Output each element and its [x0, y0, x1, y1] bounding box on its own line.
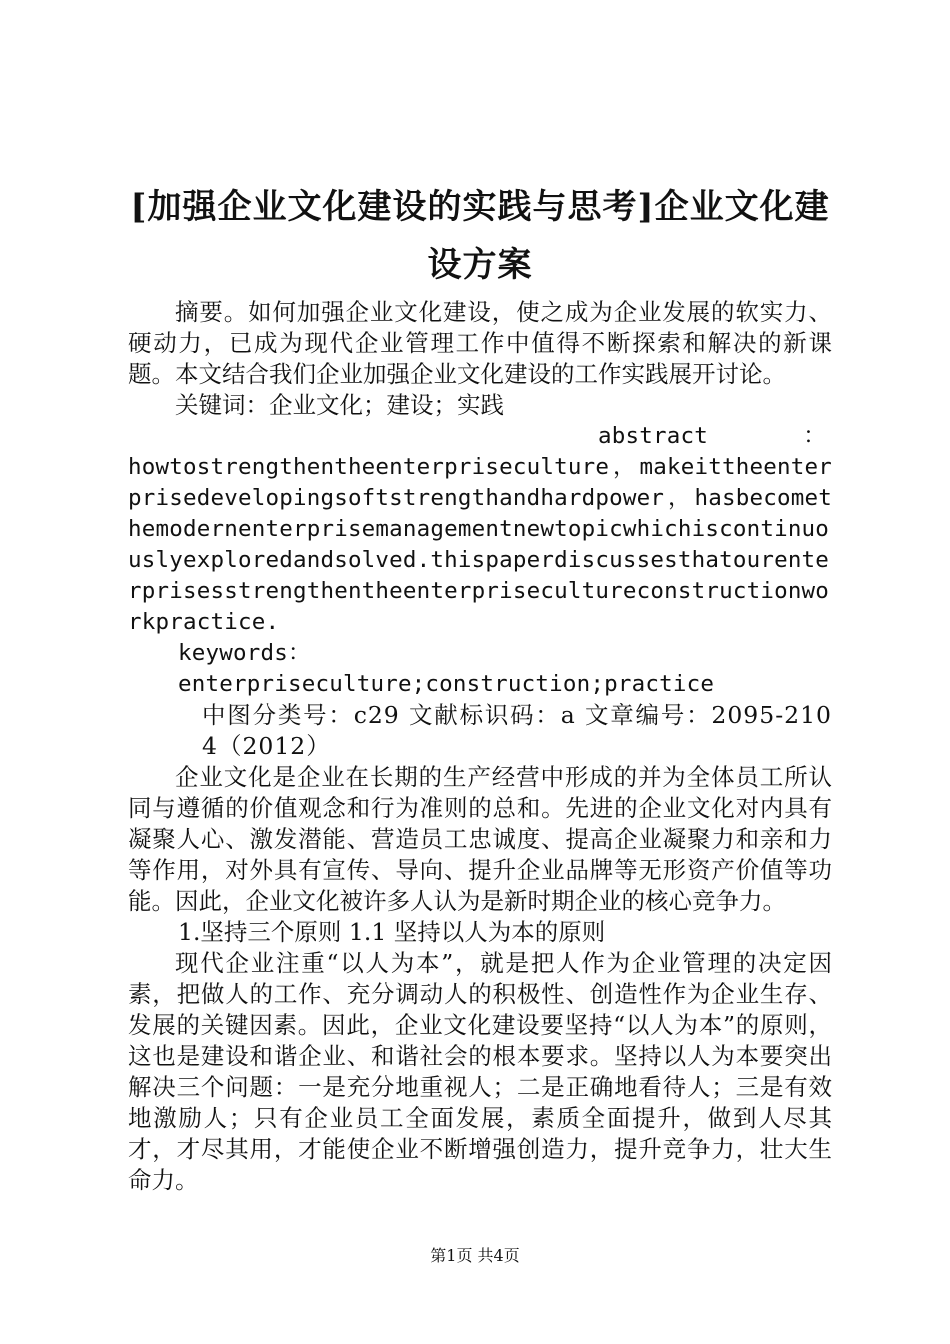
intro-paragraph: 企业文化是企业在长期的生产经营中形成的并为全体员工所认同与遵循的价值观念和行为准则的总和。先进的企业文化对内具有凝聚人心、激发潜能、营造员工忠诚度、提高企业凝聚力和亲和力等作用，对外具有宣传、导向、提升企业品牌等无形资产价值等功能。因此，企业文化被许多人认为是新时期企业的核心竞争力。	[128, 763, 832, 915]
abstract-en-colon: ：	[803, 423, 826, 449]
abstract-en-label-line	[128, 421, 832, 452]
abstract-cn-paragraph: 摘要。如何加强企业文化建设，使之成为企业发展的软实力、硬动力，已成为现代企业管理工作中值得不断探索和解决的新课题。本文结合我们企业加强企业文化建设的工作实践展开讨论。	[128, 298, 832, 388]
keywords-en-line: keywords：enterpriseculture;construction;practice	[178, 640, 715, 697]
classification-line: 中图分类号：c29 文献标识码：a 文章编号：2095-2104（2012）	[202, 701, 832, 760]
abstract-en-label: abstract	[598, 423, 708, 449]
page-footer: 第1页 共4页	[430, 1246, 520, 1265]
section-paragraph: 现代企业注重“以人为本”，就是把人作为企业管理的决定因素，把做人的工作、充分调动人的积极性、创造性作为企业生存、发展的关键因素。因此，企业文化建设要坚持“以人为本”的原则，这也是建设和谐企业、和谐社会的根本要求。坚持以人为本要突出解决三个问题：一是充分地重视人；二是正确地看待人；三是有效地激励人；只有企业员工全面发展，素质全面提升，做到人尽其才，才尽其用，才能使企业不断增强创造力，提升竞争力，壮大生命力。	[128, 949, 832, 1194]
document-body	[128, 297, 832, 1196]
keywords-cn-line: 关键词：企业文化；建设；实践	[175, 391, 504, 419]
document-title: [加强企业文化建设的实践与思考]企业文化建设方案	[130, 187, 830, 285]
section-heading: 1.坚持三个原则 1.1 坚持以人为本的原则	[178, 918, 606, 946]
abstract-en-paragraph: howtostrengthentheenterpriseculture，makeittheenterprisedevelopingsoftstrengthandhardpower，hasbecomethemodernenterprisemanagementnewtopicwhichiscontinuouslyexploredandsolved.thispaperdiscussesthatourenterprisesstrengthentheenterprisecultureconstructionworkpractice.	[128, 454, 832, 635]
